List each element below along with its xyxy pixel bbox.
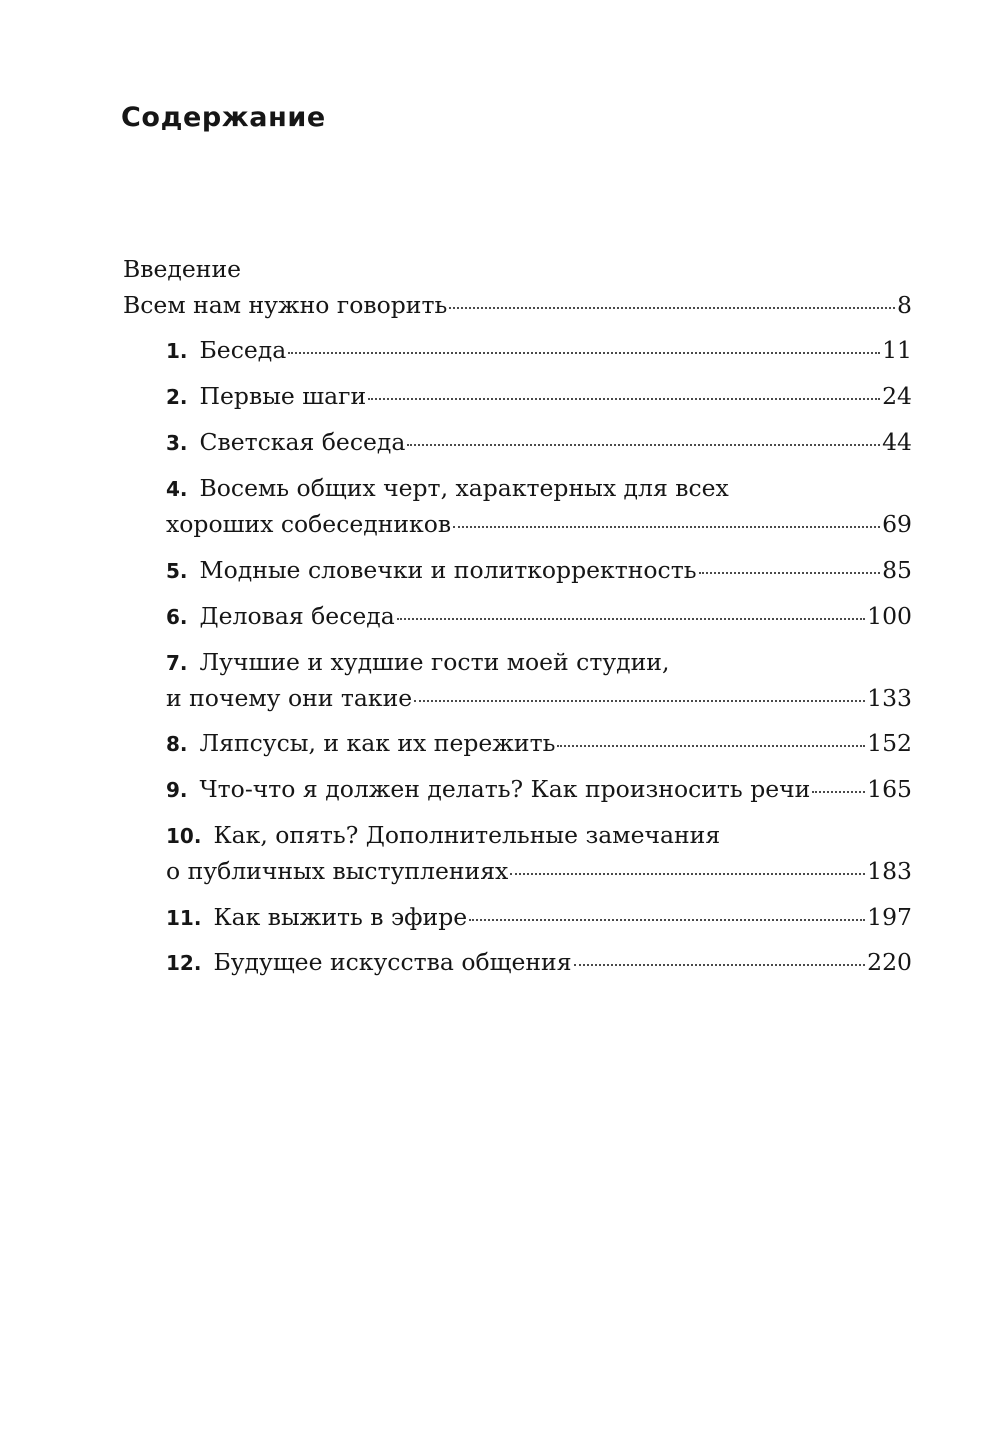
toc-entry-chapter-6[interactable] [166, 597, 912, 635]
toc-entry-title: Всем нам нужно говорить [123, 291, 448, 319]
toc-entry-chapter-10-line2[interactable] [166, 852, 912, 890]
toc-entry-chapter-5[interactable] [166, 551, 912, 589]
toc-entry-title: Деловая беседа [199, 602, 395, 630]
toc-entry-chapter-3[interactable] [166, 423, 912, 461]
chapter-number: 12. [166, 951, 202, 975]
toc-entry-title: Ляпсусы, и как их пережить [199, 729, 556, 757]
toc-entry-chapter-1[interactable] [166, 331, 912, 369]
toc-entry-page: 69 [882, 510, 912, 538]
dot-leader [397, 618, 865, 620]
chapter-number: 1. [166, 339, 188, 363]
toc-entry-title: Беседа [199, 336, 287, 364]
chapter-number: 9. [166, 778, 188, 802]
chapter-number: 4. [166, 477, 188, 501]
toc-entry-page: 11 [882, 336, 912, 364]
toc-entry-title: Модные словечки и политкорректность [199, 556, 697, 584]
chapter-number: 8. [166, 732, 188, 756]
chapter-number: 3. [166, 431, 188, 455]
toc-entry-title: Как выжить в эфире [213, 903, 468, 931]
toc-entry-introduction[interactable] [123, 286, 912, 324]
toc-entry-title-continued: о публичных выступлениях [166, 857, 509, 885]
dot-leader [407, 444, 880, 446]
toc-entry-chapter-8[interactable] [166, 724, 912, 762]
chapter-number: 7. [166, 651, 188, 675]
dot-leader [510, 873, 865, 875]
toc-entry-chapter-11[interactable] [166, 898, 912, 936]
chapter-number: 6. [166, 605, 188, 629]
dot-leader [453, 526, 880, 528]
dot-leader [449, 307, 895, 309]
toc-entry-chapter-7-line2[interactable] [166, 679, 912, 717]
toc-entry-chapter-9[interactable] [166, 770, 912, 808]
toc-entry-chapter-7-line1[interactable] [166, 643, 669, 681]
toc-entry-title-continued: хороших собеседников [166, 510, 452, 538]
toc-entry-page: 165 [867, 775, 912, 803]
toc-entry-chapter-4-line2[interactable] [166, 505, 912, 543]
toc-entry-page: 85 [882, 556, 912, 584]
toc-entry-title: Восемь общих черт, характерных для всех [199, 474, 729, 502]
dot-leader [368, 398, 880, 400]
toc-entry-title: Как, опять? Дополнительные замечания [213, 821, 721, 849]
toc-entry-chapter-12[interactable] [166, 943, 912, 981]
toc-entry-page: 183 [867, 857, 912, 885]
toc-entry-page: 133 [867, 684, 912, 712]
dot-leader [812, 791, 865, 793]
toc-entry-title: Что-что я должен делать? Как произносить речи [199, 775, 811, 803]
chapter-number: 10. [166, 824, 202, 848]
toc-entry-chapter-10-line1[interactable] [166, 816, 720, 854]
toc-entry-page: 8 [897, 291, 912, 319]
chapter-number: 2. [166, 385, 188, 409]
toc-entry-title: Первые шаги [199, 382, 367, 410]
dot-leader [414, 700, 865, 702]
dot-leader [699, 572, 881, 574]
toc-entry-page: 100 [867, 602, 912, 630]
introduction-section-label: Введение [123, 255, 242, 283]
chapter-number: 11. [166, 906, 202, 930]
chapter-number: 5. [166, 559, 188, 583]
dot-leader [574, 964, 866, 966]
toc-entry-page: 220 [867, 948, 912, 976]
toc-entry-title: Будущее искусства общения [213, 948, 572, 976]
toc-entry-chapter-2[interactable] [166, 377, 912, 415]
dot-leader [557, 745, 865, 747]
toc-entry-page: 44 [882, 428, 912, 456]
toc-entry-title-continued: и почему они такие [166, 684, 413, 712]
dot-leader [288, 352, 880, 354]
toc-entry-page: 24 [882, 382, 912, 410]
toc-entry-page: 152 [867, 729, 912, 757]
toc-entry-title: Лучшие и худшие гости моей студии, [199, 648, 670, 676]
toc-entry-chapter-4-line1[interactable] [166, 469, 729, 507]
toc-entry-title: Светская беседа [199, 428, 406, 456]
dot-leader [469, 919, 865, 921]
page-title: Содержание [121, 102, 326, 133]
toc-entry-page: 197 [867, 903, 912, 931]
